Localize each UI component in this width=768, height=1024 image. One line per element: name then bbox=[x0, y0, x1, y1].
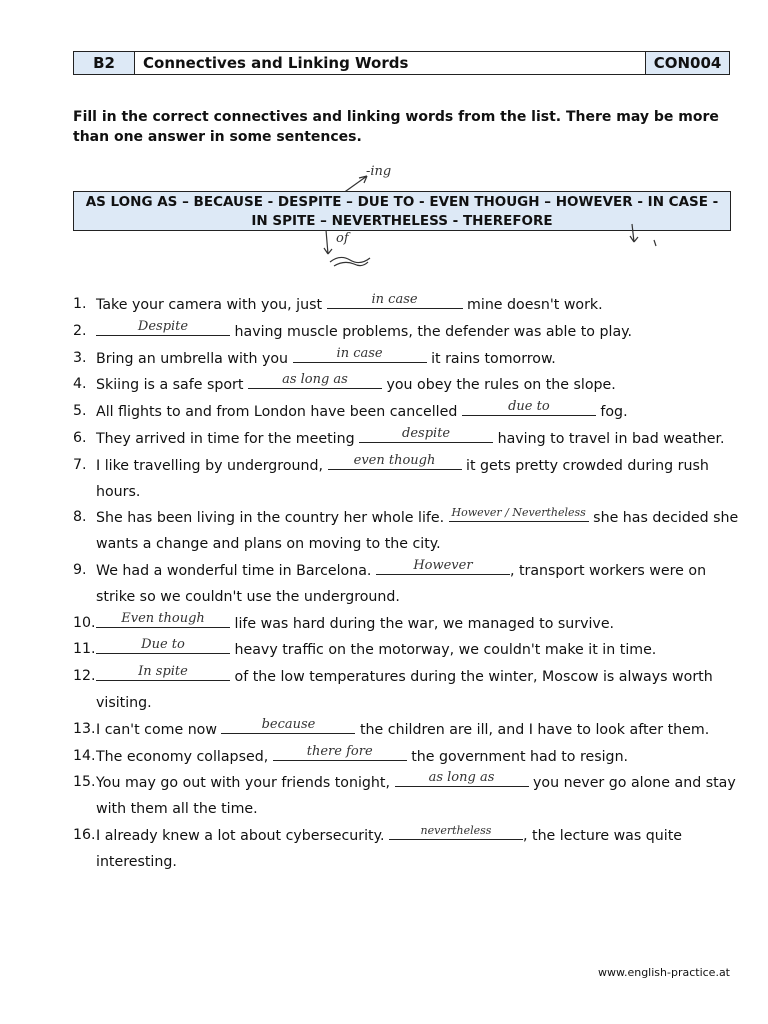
list-item: 7. I like travelling by underground, even though it gets pretty crowded during rush hours. bbox=[73, 452, 709, 500]
answer-field[interactable]: Due to bbox=[96, 637, 230, 654]
answer-field[interactable]: nevertheless bbox=[389, 823, 523, 840]
list-item: 16. I already knew a lot about cybersecurity. nevertheless , the lecture was quite interesting. bbox=[73, 823, 683, 870]
answer-field[interactable]: as long as bbox=[248, 372, 382, 389]
answer-field[interactable]: Despite bbox=[96, 319, 230, 336]
answer-field[interactable]: even though bbox=[328, 453, 462, 470]
worksheet-title: Connectives and Linking Words bbox=[143, 54, 409, 72]
list-item: 12. In spite of the low temperatures during the winter, Moscow is always worth visiting. bbox=[73, 664, 713, 711]
list-item: 15. You may go out with your friends tonight, as long as you never go alone and stay with them all the time. bbox=[73, 770, 736, 818]
list-item: 10. Even though life was hard during the war, we managed to survive. bbox=[73, 610, 615, 632]
answer-field[interactable]: However / Nevertheless bbox=[449, 505, 589, 522]
list-item: 13. I can't come now because the children are ill, and I have to look after them. bbox=[73, 716, 710, 738]
level-badge: B2 bbox=[74, 52, 135, 74]
list-item: 3. Bring an umbrella with you in case it rains tomorrow. bbox=[73, 345, 556, 367]
list-item: 14. The economy collapsed, there fore the government had to resign. bbox=[73, 743, 629, 765]
list-item: 4. Skiing is a safe sport as long as you obey the rules on the slope. bbox=[73, 372, 616, 394]
answer-field[interactable]: In spite bbox=[96, 664, 230, 681]
list-item: 5. All flights to and from London have been cancelled due to fog. bbox=[73, 399, 628, 421]
list-item: 8. She has been living in the country her whole life. However / Nevertheless she has decided she wants a change and plans on moving to the city. bbox=[73, 506, 739, 553]
handwritten-ing-note: -ing bbox=[366, 164, 392, 179]
worksheet-header bbox=[73, 51, 730, 75]
instructions: Fill in the correct connectives and linking words from the list. There may be more than one answer in some sentences. bbox=[73, 109, 719, 145]
word-list-line-2: IN SPITE – NEVERTHELESS - THEREFORE bbox=[251, 213, 553, 229]
list-item: 1. Take your camera with you, just in case mine doesn't work. bbox=[73, 292, 603, 313]
list-item: 9. We had a wonderful time in Barcelona. However , transport workers were on strike so we couldn't use the underground. bbox=[73, 557, 707, 605]
list-item: 6. They arrived in time for the meeting despite having to travel in bad weather. bbox=[73, 425, 725, 447]
answer-field[interactable]: as long as bbox=[395, 770, 529, 787]
answer-field[interactable]: despite bbox=[359, 426, 493, 443]
handwritten-arrow-down-icon bbox=[320, 228, 380, 272]
handwritten-tick-icon bbox=[624, 220, 664, 250]
answer-field[interactable]: in case bbox=[293, 346, 427, 363]
list-item: 11. Due to heavy traffic on the motorway, we couldn't make it in time. bbox=[73, 637, 657, 659]
answer-field[interactable]: there fore bbox=[273, 744, 407, 761]
list-item: 2. Despite having muscle problems, the defender was able to play. bbox=[73, 318, 633, 340]
word-list-line-1: AS LONG AS – BECAUSE - DESPITE – DUE TO - EVEN THOUGH – HOWEVER - IN CASE - bbox=[85, 194, 719, 210]
exercise-list bbox=[73, 292, 743, 876]
handwritten-of-note: of bbox=[336, 231, 349, 246]
footer-url: www.english-practice.at bbox=[597, 966, 730, 979]
answer-field[interactable]: Even though bbox=[96, 611, 230, 628]
answer-field[interactable]: because bbox=[221, 717, 355, 734]
worksheet-code: CON004 bbox=[645, 52, 729, 74]
answer-field[interactable]: in case bbox=[327, 292, 463, 309]
answer-field[interactable]: However bbox=[376, 558, 510, 575]
answer-field[interactable]: due to bbox=[462, 399, 596, 416]
